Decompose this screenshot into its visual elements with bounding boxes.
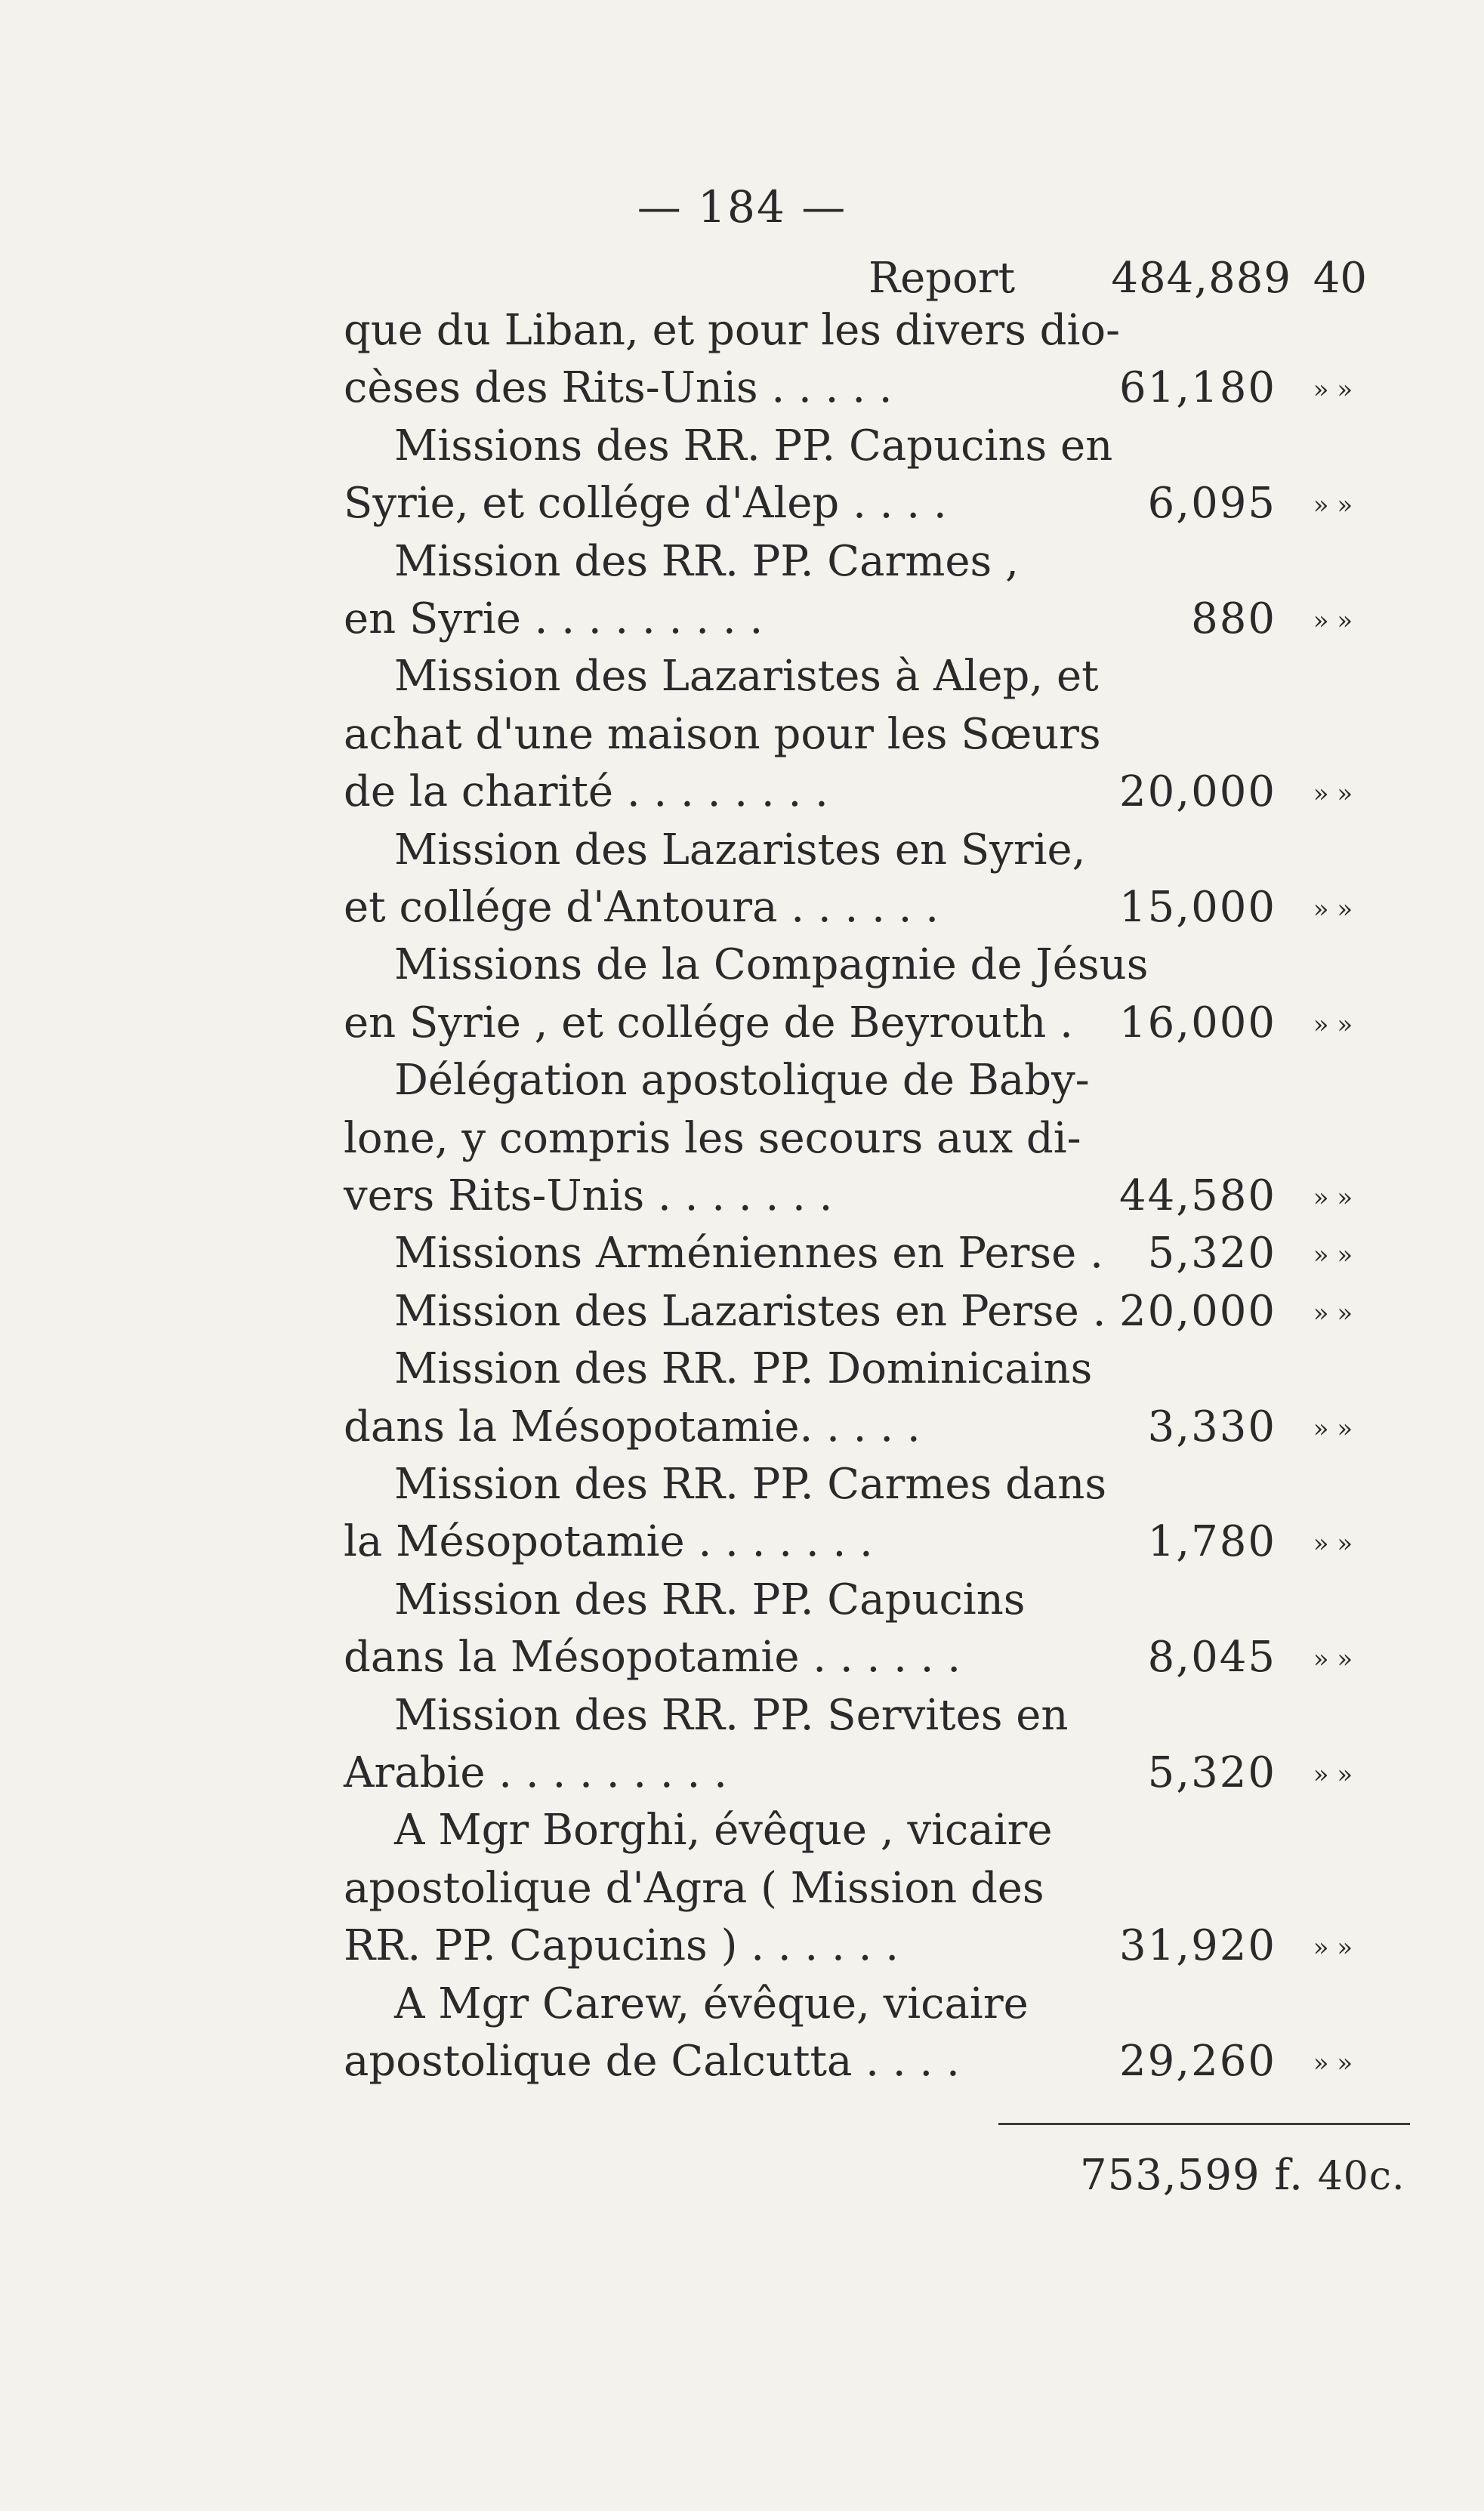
entry-amount: 44,580 bbox=[1119, 1171, 1276, 1220]
entry-line: en Syrie , et collége de Beyrouth . bbox=[344, 998, 1073, 1047]
entry-amount: 29,260 bbox=[1119, 2037, 1276, 2086]
total-cents: 40c. bbox=[1317, 2154, 1405, 2199]
entry-amount: 5,320 bbox=[1147, 1229, 1276, 1279]
entry-line: Missions des RR. PP. Capucins en bbox=[394, 421, 1113, 470]
entry-cents: » » bbox=[1313, 894, 1353, 924]
entry-amount: 31,920 bbox=[1119, 1921, 1276, 1971]
entry-line: apostolique de Calcutta . . . . bbox=[344, 2037, 960, 2086]
entry-cents: » » bbox=[1313, 606, 1353, 636]
entry-line: Délégation apostolique de Baby- bbox=[394, 1056, 1090, 1106]
entry-line: Arabie . . . . . . . . . bbox=[344, 1748, 727, 1797]
entry-cents: » » bbox=[1313, 1644, 1353, 1675]
entry-line: lone, y compris les secours aux di- bbox=[344, 1113, 1081, 1163]
entry-line: Mission des RR. PP. Dominicains bbox=[394, 1344, 1093, 1394]
entry-amount: 6,095 bbox=[1147, 479, 1276, 529]
entry-line: dans la Mésopotamie. . . . . bbox=[344, 1402, 921, 1451]
entry-line: A Mgr Borghi, évêque , vicaire bbox=[394, 1806, 1053, 1855]
grand-total bbox=[1080, 2151, 1435, 2200]
entry-cents: » » bbox=[1313, 1183, 1353, 1213]
entry-line: apostolique d'Agra ( Mission des bbox=[344, 1863, 1044, 1913]
entry-line: Mission des RR. PP. Servites en bbox=[394, 1690, 1069, 1740]
entry-amount: 5,320 bbox=[1147, 1748, 1276, 1797]
report-label: Report bbox=[868, 254, 1016, 303]
report-amount: 484,889 bbox=[1111, 254, 1291, 303]
entry-cents: » » bbox=[1313, 1529, 1353, 1559]
entry-line: en Syrie . . . . . . . . . bbox=[344, 594, 764, 643]
entry-line: Mission des RR. PP. Carmes , bbox=[394, 536, 1019, 586]
entry-amount: 15,000 bbox=[1119, 883, 1276, 932]
entry-amount: 61,180 bbox=[1119, 363, 1276, 413]
entry-line: Mission des RR. PP. Carmes dans bbox=[394, 1460, 1107, 1509]
entry-amount: 880 bbox=[1191, 594, 1276, 643]
entry-line: achat d'une maison pour les Sœurs bbox=[344, 709, 1101, 759]
entry-line: Mission des Lazaristes à Alep, et bbox=[394, 652, 1099, 702]
entry-line: vers Rits-Unis . . . . . . . bbox=[344, 1171, 833, 1220]
entry-line: de la charité . . . . . . . . bbox=[344, 767, 828, 817]
entry-cents: » » bbox=[1313, 1297, 1353, 1328]
entry-line: que du Liban, et pour les divers dio- bbox=[344, 306, 1121, 355]
total-rule bbox=[998, 2123, 1410, 2125]
entry-line: Missions Arméniennes en Perse . bbox=[394, 1229, 1103, 1279]
entry-line: A Mgr Carew, évêque, vicaire bbox=[394, 1979, 1029, 2028]
total-amount: 753,599 f. bbox=[1080, 2151, 1304, 2200]
report-cents: 40 bbox=[1313, 254, 1367, 303]
entry-line: cèses des Rits-Unis . . . . . bbox=[344, 363, 893, 413]
entry-line: Mission des Lazaristes en Syrie, bbox=[394, 825, 1086, 875]
entry-cents: » » bbox=[1313, 2048, 1353, 2078]
entry-cents: » » bbox=[1313, 779, 1353, 810]
entry-cents: » » bbox=[1313, 1933, 1353, 1963]
entry-cents: » » bbox=[1313, 1240, 1353, 1271]
entry-cents: » » bbox=[1313, 1009, 1353, 1040]
entry-line: Syrie, et collége d'Alep . . . . bbox=[344, 479, 947, 529]
entry-amount: 16,000 bbox=[1119, 998, 1276, 1047]
entry-line: Missions de la Compagnie de Jésus bbox=[394, 940, 1149, 990]
entry-amount: 20,000 bbox=[1119, 767, 1276, 817]
entry-cents: » » bbox=[1313, 1760, 1353, 1790]
entry-line: la Mésopotamie . . . . . . . bbox=[344, 1517, 873, 1567]
entry-line: Mission des Lazaristes en Perse . bbox=[394, 1286, 1106, 1336]
entry-amount: 3,330 bbox=[1147, 1402, 1276, 1451]
entry-amount: 8,045 bbox=[1147, 1633, 1276, 1683]
entry-cents: » » bbox=[1313, 375, 1353, 406]
entry-amount: 1,780 bbox=[1147, 1517, 1276, 1567]
entry-line: Mission des RR. PP. Capucins bbox=[394, 1575, 1026, 1624]
entry-line: RR. PP. Capucins ) . . . . . . bbox=[344, 1921, 899, 1971]
entry-cents: » » bbox=[1313, 1413, 1353, 1444]
entry-line: dans la Mésopotamie . . . . . . bbox=[344, 1633, 961, 1683]
page-number: — 184 — bbox=[637, 181, 847, 233]
entry-amount: 20,000 bbox=[1119, 1286, 1276, 1336]
entry-cents: » » bbox=[1313, 490, 1353, 521]
entry-line: et collége d'Antoura . . . . . . bbox=[344, 883, 939, 932]
